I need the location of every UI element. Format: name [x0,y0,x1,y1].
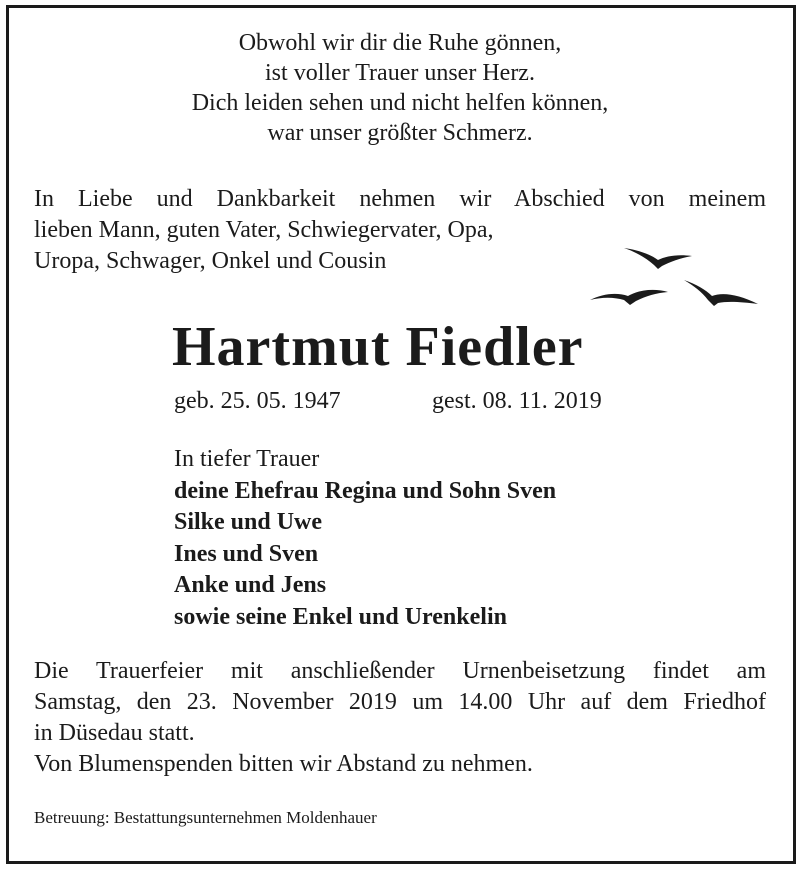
poem-line: ist voller Trauer unser Herz. [265,60,535,86]
mourner-entry: sowie seine Enkel und Urenkelin [174,603,507,630]
bird-icon [624,248,692,269]
life-dates [174,386,602,416]
poem-line: Obwohl wir dir die Ruhe gönnen, [238,30,562,56]
mourners-list [174,444,556,633]
ceremony-line: Von Blumenspenden bitten wir Abstand zu nehmen. [34,751,533,777]
intro-line: lieben Mann, guten Vater, Schwiegervater, Opa, [34,217,494,243]
intro-line: Uropa, Schwager, Onkel und Cousin [34,248,387,274]
mourner-entry: deine Ehefrau Regina und Sohn Sven [174,477,557,504]
deceased-name: Hartmut Fiedler [172,316,584,378]
bird-icon [684,280,758,306]
memorial-poem [0,28,800,148]
mourner-entry: Anke und Jens [174,572,327,598]
ceremony-line: Samstag, den 23. November 2019 um 14.00 Uhr auf dem Friedhof [34,689,766,715]
bird-icon [590,290,668,305]
mourner-entry: Silke und Uwe [174,509,323,535]
death-date: gest. 08. 11. 2019 [432,388,602,414]
mourners-heading: In tiefer Trauer [174,446,320,472]
birth-date: geb. 25. 05. 1947 [174,388,341,414]
ceremony-line: in Düsedau statt. [34,720,195,746]
ceremony-notice [34,656,766,780]
funeral-home-credit: Betreuung: Bestattungsunternehmen Moldenhauer [34,808,377,827]
ceremony-line: Die Trauerfeier mit anschließender Urnenbeisetzung findet am [34,658,766,684]
poem-line: war unser größter Schmerz. [267,120,533,146]
poem-line: Dich leiden sehen und nicht helfen können, [191,90,609,116]
mourner-entry: Ines und Sven [174,540,319,567]
flying-birds-icon [588,238,768,314]
intro-line: In Liebe und Dankbarkeit nehmen wir Abschied von meinem [34,186,766,212]
